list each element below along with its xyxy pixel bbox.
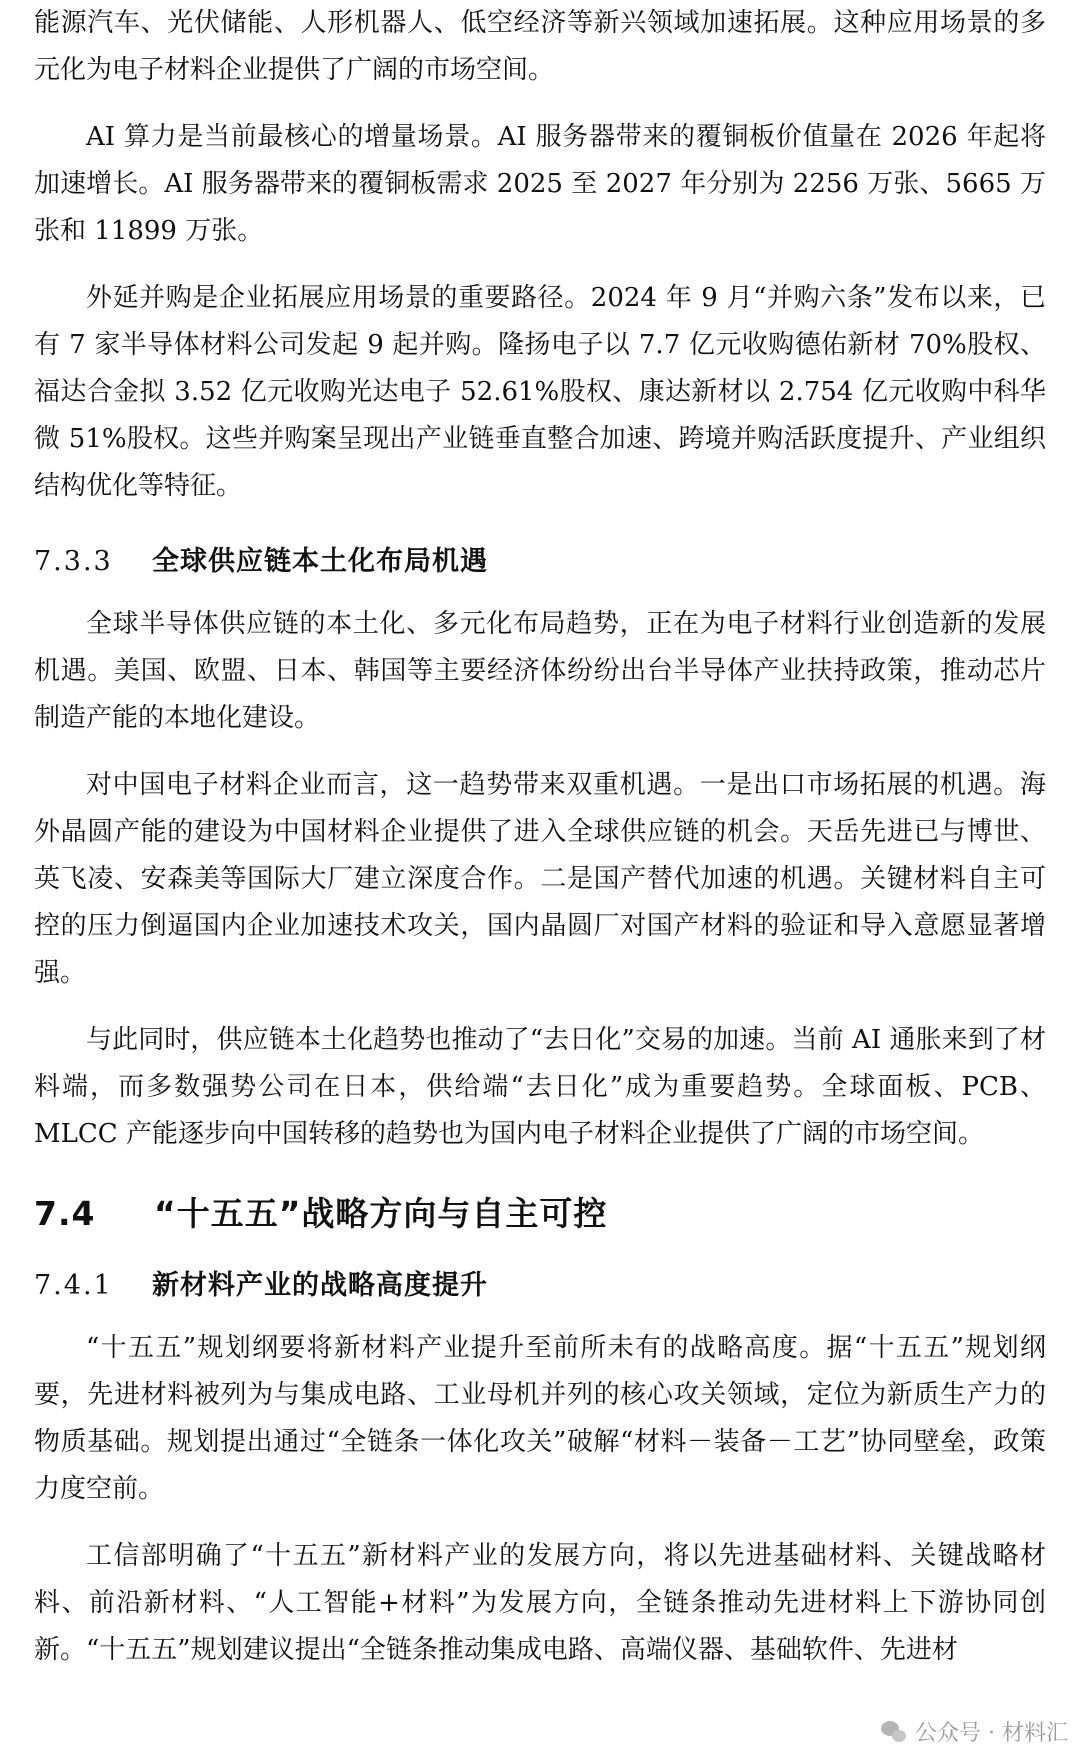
section-heading-7-3-3 — [34, 538, 1046, 585]
paragraph-continued: 能源汽车、光伏储能、人形机器人、低空经济等新兴领域加速拓展。这种应用场景的多元化为电子材料企业提供了广阔的市场空间。 — [34, 8, 1046, 85]
paragraph-ai-compute: AI 算力是当前最核心的增量场景。AI 服务器带来的覆铜板价值量在 2026 年起将加速增长。AI 服务器带来的覆铜板需求 2025 至 2027 年分别为 2256 万张、5665 万张和 11899 万张。 — [34, 122, 1046, 246]
paragraph-miit-direction: 工信部明确了“十五五”新材料产业的发展方向，将以先进基础材料、关键战略材料、前沿新材料、“人工智能+材料”为发展方向，全链条推动先进材料上下游协同创新。“十五五”规划建议提出“全链条推动集成电路、高端仪器、基础软件、先进材 — [34, 1541, 1046, 1665]
section-number: 7.4.1 — [34, 1270, 113, 1301]
watermark-text: 公众号 · 材料汇 — [915, 1721, 1068, 1746]
section-number: 7.3.3 — [34, 546, 113, 577]
paragraph-strategic-height: “十五五”规划纲要将新材料产业提升至前所未有的战略高度。据“十五五”规划纲要，先进材料被列为与集成电路、工业母机并列的核心攻关领域，定位为新质生产力的物质基础。规划提出通过“全链条一体化攻关”破解“材料－装备－工艺”协同壁垒，政策力度空前。 — [34, 1333, 1046, 1504]
section-number: 7.4 — [34, 1194, 96, 1233]
section-title: “十五五”战略方向与自主可控 — [154, 1194, 608, 1233]
paragraph-de-japan: 与此同时，供应链本土化趋势也推动了“去日化”交易的加速。当前 AI 通胀来到了材料端，而多数强势公司在日本，供给端“去日化”成为重要趋势。全球面板、PCB、MLCC 产能逐步向中国转移的趋势也为国内电子材料企业提供了广阔的市场空间。 — [34, 1025, 1046, 1149]
paragraph-supply-chain: 全球半导体供应链的本土化、多元化布局趋势，正在为电子材料行业创造新的发展机遇。美国、欧盟、日本、韩国等主要经济体纷纷出台半导体产业扶持政策，推动芯片制造产能的本地化建设。 — [34, 609, 1046, 733]
watermark — [873, 1714, 1076, 1749]
paragraph-mergers: 外延并购是企业拓展应用场景的重要路径。2024 年 9 月“并购六条”发布以来，已有 7 家半导体材料公司发起 9 起并购。隆扬电子以 7.7 亿元收购德佑新材 70%股权、福达合金拟 3.52 亿元收购光达电子 52.61%股权、康达新材以 2.754 亿元收购中科华微 51%股权。这些并购案呈现出产业链垂直整合加速、跨境并购活跃度提升、产业组织结构优化等特征。 — [34, 283, 1046, 501]
wechat-icon — [881, 1721, 907, 1743]
section-heading-7-4-1 — [34, 1262, 1046, 1309]
section-title: 新材料产业的战略高度提升 — [152, 1270, 488, 1301]
section-title: 全球供应链本土化布局机遇 — [152, 546, 488, 577]
paragraph-dual-opportunity: 对中国电子材料企业而言，这一趋势带来双重机遇。一是出口市场拓展的机遇。海外晶圆产能的建设为中国材料企业提供了进入全球供应链的机会。天岳先进已与博世、英飞凌、安森美等国际大厂建立深度合作。二是国产替代加速的机遇。关键材料自主可控的压力倒逼国内企业加速技术攻关，国内晶圆厂对国产材料的验证和导入意愿显著增强。 — [34, 770, 1046, 988]
section-heading-7-4 — [34, 1186, 1046, 1242]
document-page — [34, 0, 1046, 1674]
